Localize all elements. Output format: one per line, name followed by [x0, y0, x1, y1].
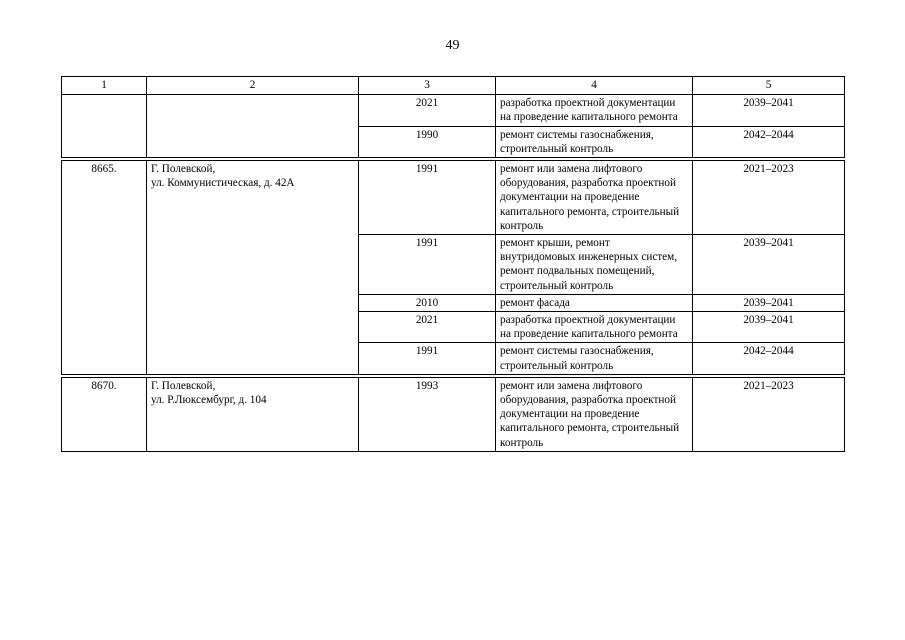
work-cell: ремонт фасада [496, 294, 693, 311]
period-cell: 2021–2023 [693, 377, 845, 451]
year-cell: 1990 [359, 126, 496, 157]
work-cell: разработка проектной документации на проведение капитального ремонта [496, 95, 693, 126]
work-cell: разработка проектной документации на проведение капитального ремонта [496, 312, 693, 343]
period-cell: 2039–2041 [693, 95, 845, 126]
work-cell: ремонт системы газоснабжения, строительный контроль [496, 343, 693, 374]
year-cell: 2021 [359, 95, 496, 126]
period-cell: 2039–2041 [693, 235, 845, 295]
header-col-1: 1 [62, 77, 147, 95]
period-cell: 2042–2044 [693, 343, 845, 374]
table-row [62, 95, 845, 126]
number-cell: 8670. [62, 377, 147, 451]
year-cell: 1991 [359, 343, 496, 374]
table-row [62, 377, 845, 451]
address-cell [147, 161, 359, 375]
work-cell: ремонт или замена лифтового оборудования, разработка проектной документации на проведение капитального ремонта, строительный контроль [496, 377, 693, 451]
address-street: ул. Р.Люксембург, д. 104 [151, 394, 267, 407]
year-cell: 1991 [359, 161, 496, 235]
work-cell: ремонт крыши, ремонт внутридомовых инженерных систем, ремонт подвальных помещений, строительный контроль [496, 235, 693, 295]
period-cell: 2039–2041 [693, 294, 845, 311]
address-city: Г. Полевской, [151, 379, 216, 392]
number-cell [62, 95, 147, 158]
period-cell: 2042–2044 [693, 126, 845, 157]
header-col-2: 2 [147, 77, 359, 95]
work-cell: ремонт или замена лифтового оборудования, разработка проектной документации на проведение капитального ремонта, строительный контроль [496, 161, 693, 235]
address-city: Г. Полевской, [151, 163, 216, 176]
header-col-4: 4 [496, 77, 693, 95]
year-cell: 1991 [359, 235, 496, 295]
year-cell: 2010 [359, 294, 496, 311]
year-cell: 1993 [359, 377, 496, 451]
address-cell [147, 95, 359, 158]
header-col-3: 3 [359, 77, 496, 95]
work-schedule-table [61, 76, 845, 452]
address-street: ул. Коммунистическая, д. 42А [151, 177, 295, 190]
table-header-row [62, 77, 845, 95]
table-row [62, 161, 845, 235]
work-cell: ремонт системы газоснабжения, строительный контроль [496, 126, 693, 157]
period-cell: 2039–2041 [693, 312, 845, 343]
page-number: 49 [445, 38, 460, 53]
period-cell: 2021–2023 [693, 161, 845, 235]
address-cell [147, 377, 359, 451]
year-cell: 2021 [359, 312, 496, 343]
header-col-5: 5 [693, 77, 845, 95]
number-cell: 8665. [62, 161, 147, 375]
